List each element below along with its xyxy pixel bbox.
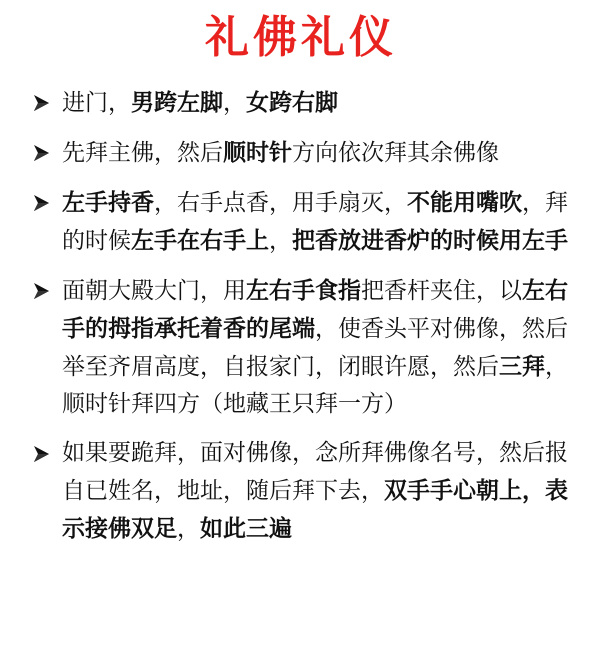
bullet-item-text xyxy=(62,190,568,254)
bullet-list xyxy=(28,84,578,560)
bullet-item xyxy=(28,435,578,548)
emphasized-text: 左手在右手上 xyxy=(131,227,269,254)
bullet-item xyxy=(28,134,578,172)
emphasized-text: 左右手食指 xyxy=(246,277,361,304)
plain-text: 方向依次拜其余佛像 xyxy=(292,140,499,166)
plain-text: 先拜主佛，然后 xyxy=(62,140,223,166)
plain-text: 进门， xyxy=(62,90,131,116)
emphasized-text: 男跨左脚 xyxy=(131,89,223,116)
emphasized-text: 如此三遍 xyxy=(200,515,292,542)
bullet-item xyxy=(28,184,578,260)
emphasized-text: 双手手心朝上，表示接佛双足 xyxy=(62,477,568,542)
plain-text: ， xyxy=(177,516,200,542)
plain-text: ，拜的时候 xyxy=(62,190,568,254)
bullet-item-text xyxy=(62,278,568,417)
bullet-item xyxy=(28,84,578,122)
plain-text: 把香杆夹住，以 xyxy=(361,278,522,304)
emphasized-text: 顺时针 xyxy=(223,139,292,166)
plain-text: ，使香头平对佛像，然后举至齐眉高度，自报家门，闭眼许愿，然后 xyxy=(62,316,568,380)
arrow-bullet-icon xyxy=(28,134,54,171)
plain-text: 面朝大殿大门，用 xyxy=(62,278,246,304)
emphasized-text: 左右手的拇指承托着香的尾端 xyxy=(62,277,568,342)
emphasized-text: 不能用嘴吹 xyxy=(407,189,522,216)
bullet-item-text xyxy=(62,140,499,166)
plain-text: 如果要跪拜，面对佛像，念所拜佛像名号，然后报自已姓名，地址，随后拜下去， xyxy=(62,440,568,504)
plain-text: ，右手点香，用手扇灭， xyxy=(154,190,407,216)
arrow-bullet-icon xyxy=(28,84,54,121)
plain-text: ，顺时针拜四方（地藏王只拜一方） xyxy=(62,354,568,417)
bullet-item-text xyxy=(62,440,568,542)
emphasized-text: 女跨右脚 xyxy=(246,89,338,116)
bullet-item xyxy=(28,272,578,423)
plain-text: ， xyxy=(223,90,246,116)
document-title: 礼佛礼仪 xyxy=(205,12,397,63)
arrow-bullet-icon xyxy=(28,272,54,309)
emphasized-text: 左手持香 xyxy=(62,189,154,216)
emphasized-text: 把香放进香炉的时候用左手 xyxy=(292,227,568,254)
arrow-bullet-icon xyxy=(28,184,54,221)
emphasized-text: 三拜 xyxy=(499,353,545,380)
arrow-bullet-icon xyxy=(28,435,54,472)
bullet-item-text xyxy=(62,90,338,116)
plain-text: ， xyxy=(269,228,292,254)
